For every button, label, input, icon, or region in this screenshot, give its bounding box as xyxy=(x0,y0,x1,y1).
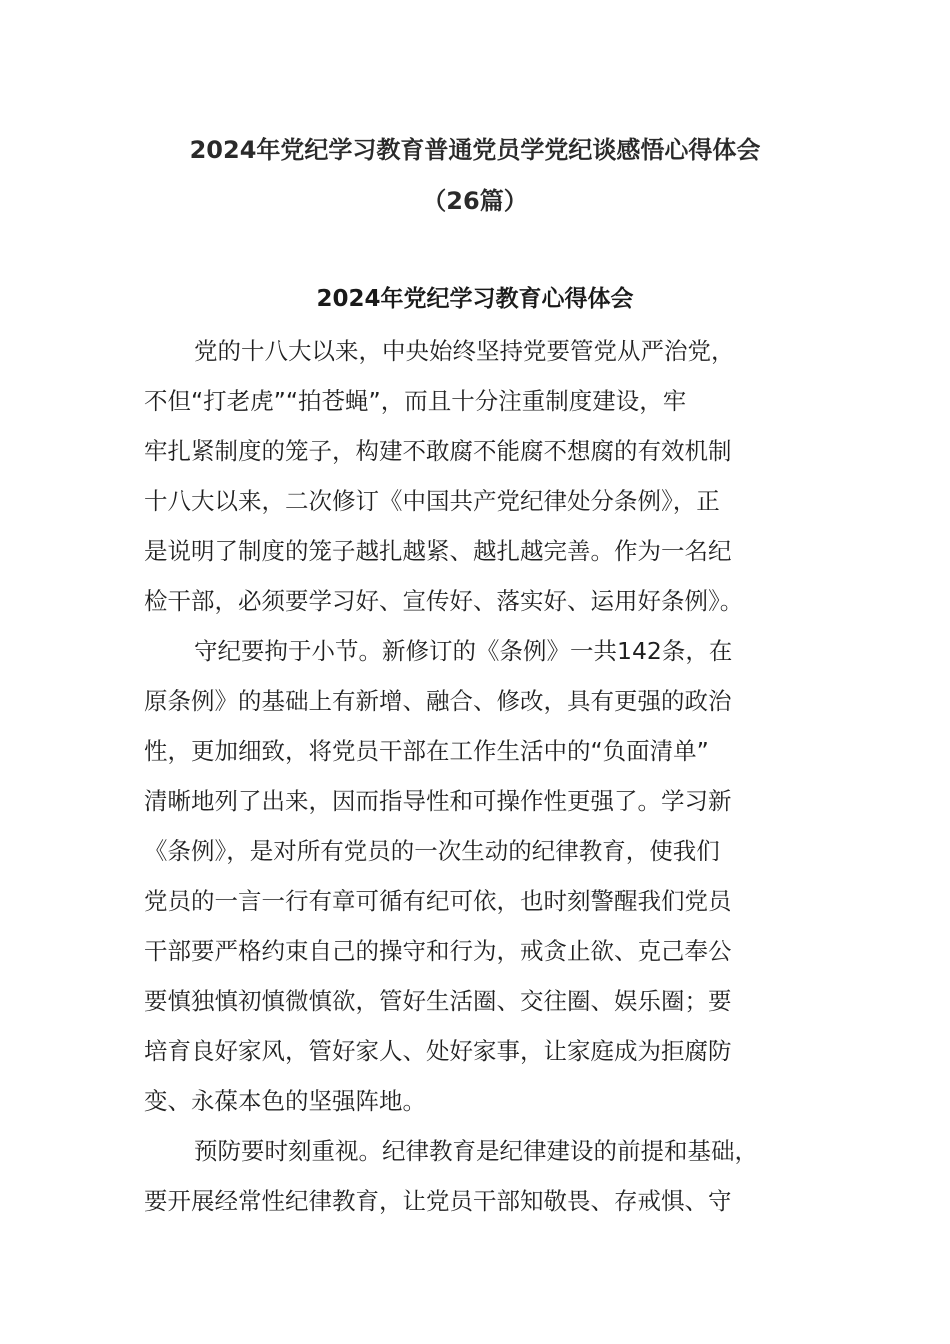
paragraph-line: 清晰地列了出来，因而指导性和可操作性更强了。学习新 xyxy=(144,787,732,815)
paragraph-line: 守纪要拘于小节。新修订的《条例》一共142条，在 xyxy=(194,637,733,665)
paragraph-line: 原条例》的基础上有新增、融合、修改，具有更强的政治 xyxy=(144,687,732,715)
paragraph-line: 是说明了制度的笼子越扎越紧、越扎越完善。作为一名纪 xyxy=(144,537,732,565)
document-title-count: （26篇） xyxy=(422,187,528,215)
paragraph-line: 党的十八大以来，中央始终坚持党要管党从严治党， xyxy=(194,337,735,365)
paragraph-line: 牢扎紧制度的笼子，构建不敢腐不能腐不想腐的有效机制 xyxy=(144,437,732,465)
paragraph-line: 党员的一言一行有章可循有纪可依，也时刻警醒我们党员 xyxy=(144,887,732,915)
section-title: 2024年党纪学习教育心得体会 xyxy=(316,286,634,312)
paragraph-line: 检干部，必须要学习好、宣传好、落实好、运用好条例》。 xyxy=(144,587,744,615)
paragraph-line: 预防要时刻重视。纪律教育是纪律建设的前提和基础， xyxy=(194,1137,758,1165)
paragraph-line: 性，更加细致，将党员干部在工作生活中的“负面清单” xyxy=(144,737,709,765)
paragraph-line: 十八大以来，二次修订《中国共产党纪律处分条例》，正 xyxy=(144,487,720,515)
paragraph-line: 干部要严格约束自己的操守和行为，戒贪止欲、克己奉公 xyxy=(144,937,732,965)
paragraph-line: 《条例》，是对所有党员的一次生动的纪律教育，使我们 xyxy=(144,837,720,865)
paragraph-line: 要开展经常性纪律教育，让党员干部知敬畏、存戒惧、守 xyxy=(144,1187,732,1215)
document-title: 2024年党纪学习教育普通党员学党纪谈感悟心得体会 xyxy=(189,136,761,164)
paragraph-line: 不但“打老虎”“拍苍蝇”，而且十分注重制度建设，牢 xyxy=(144,387,687,415)
paragraph-line: 培育良好家风，管好家人、处好家事，让家庭成为拒腐防 xyxy=(144,1037,732,1065)
paragraph-line: 变、永葆本色的坚强阵地。 xyxy=(144,1087,426,1115)
paragraph-line: 要慎独慎初慎微慎欲，管好生活圈、交往圈、娱乐圈；要 xyxy=(144,987,732,1015)
